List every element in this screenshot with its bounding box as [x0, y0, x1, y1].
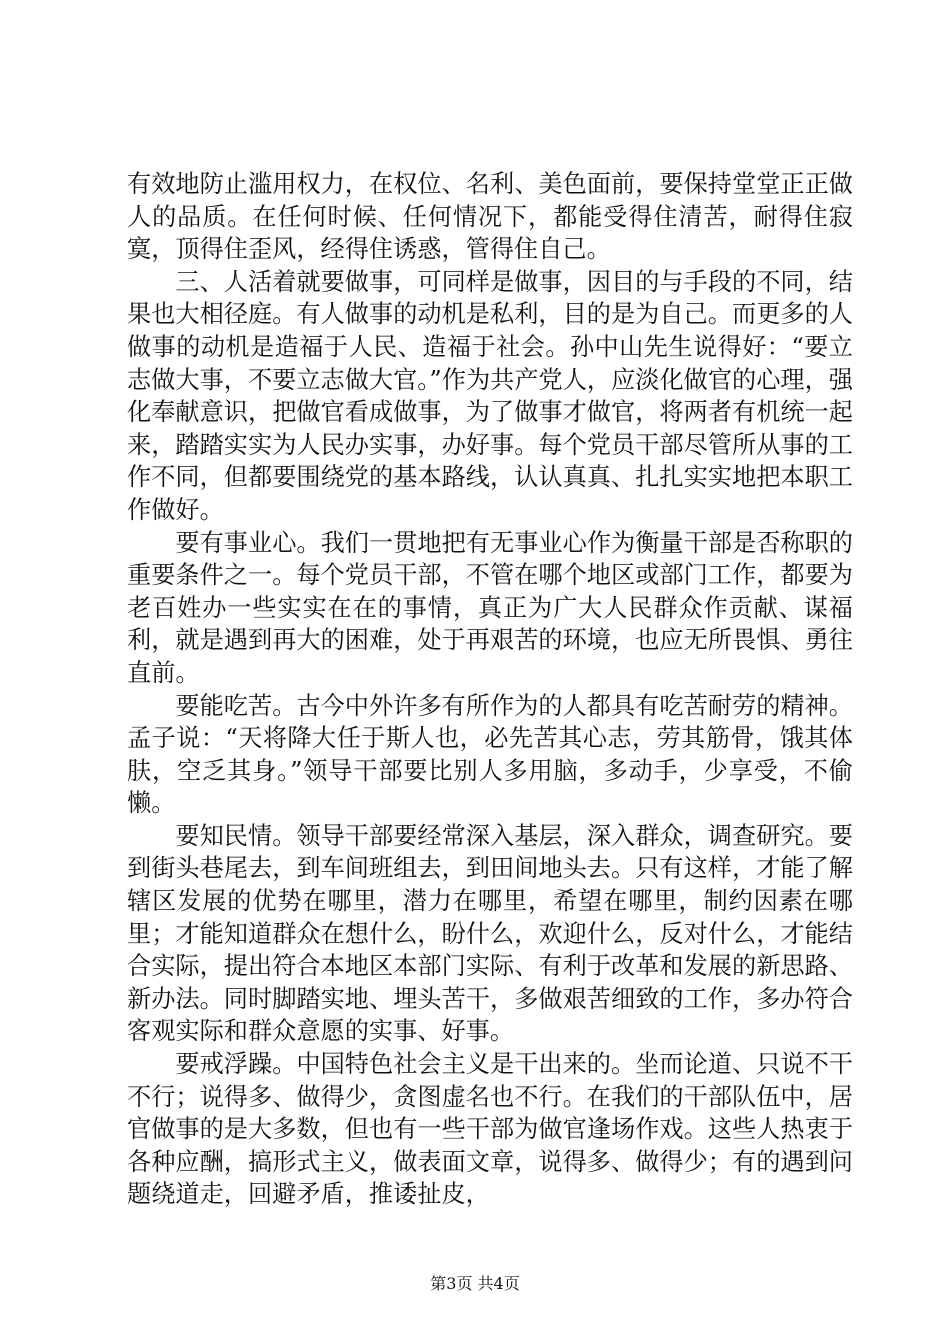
- paragraph-avoid-impetuousness: 要戒浮躁。中国特色社会主义是干出来的。坐而论道、只说不干不行；说得多、做得少，贪图虚名也不行。在我们的干部队伍中，居官做事的是大多数，但也有一些干部为做官逢场作戏。这些人热衷于各种应酬，搞形式主义，做表面文章，说得多、做得少；有的遇到问题绕道走，回避矛盾，推诿扯皮，: [127, 1050, 853, 1209]
- paragraph-continuation: 有效地防止滥用权力，在权位、名利、美色面前，要保持堂堂正正做人的品质。在任何时候、任何情况下，都能受得住清苦，耐得住寂寞，顶得住歪风，经得住诱惑，管得住自己。: [127, 170, 853, 264]
- paragraph-section-three: 三、人活着就要做事，可同样是做事，因目的与手段的不同，结果也大相径庭。有人做事的动机是私利，目的是为自己。而更多的人做事的动机是造福于人民、造福于社会。孙中山先生说得好：“要立志做大事，不要立志做大官。”作为共产党人，应淡化做官的心理，强化奉献意识，把做官看成做事，为了做事才做官，将两者有机统一起来，踏踏实实为人民办实事，办好事。每个党员干部尽管所从事的工作不同，但都要围绕党的基本路线，认认真真、扎扎实实地把本职工作做好。: [127, 267, 853, 524]
- document-body: [127, 168, 853, 1211]
- paragraph-dedication: 要有事业心。我们一贯地把有无事业心作为衡量干部是否称职的重要条件之一。每个党员干部，不管在哪个地区或部门工作，都要为老百姓办一些实实在在的事情，真正为广大人民群众作贡献、谋福利，就是遇到再大的困难，处于再艰苦的环境，也应无所畏惧、勇往直前。: [127, 528, 853, 687]
- page-number-footer: 第3页 共4页: [430, 1274, 520, 1293]
- paragraph-endure-hardship: 要能吃苦。古今中外许多有所作为的人都具有吃苦耐劳的精神。孟子说：“天将降大任于斯人也，必先苦其心志，劳其筋骨，饿其体肤，空乏其身。”领导干部要比别人多用脑，多动手，少享受，不偷懒。: [127, 691, 853, 818]
- paragraph-know-people: 要知民情。领导干部要经常深入基层，深入群众，调查研究。要到街头巷尾去，到车间班组去，到田间地头去。只有这样，才能了解辖区发展的优势在哪里，潜力在哪里，希望在哪里，制约因素在哪里；才能知道群众在想什么，盼什么，欢迎什么，反对什么，才能结合实际，提出符合本地区本部门实际、有利于改革和发展的新思路、新办法。同时脚踏实地、埋头苦干，多做艰苦细致的工作，多办符合客观实际和群众意愿的实事、好事。: [127, 821, 853, 1046]
